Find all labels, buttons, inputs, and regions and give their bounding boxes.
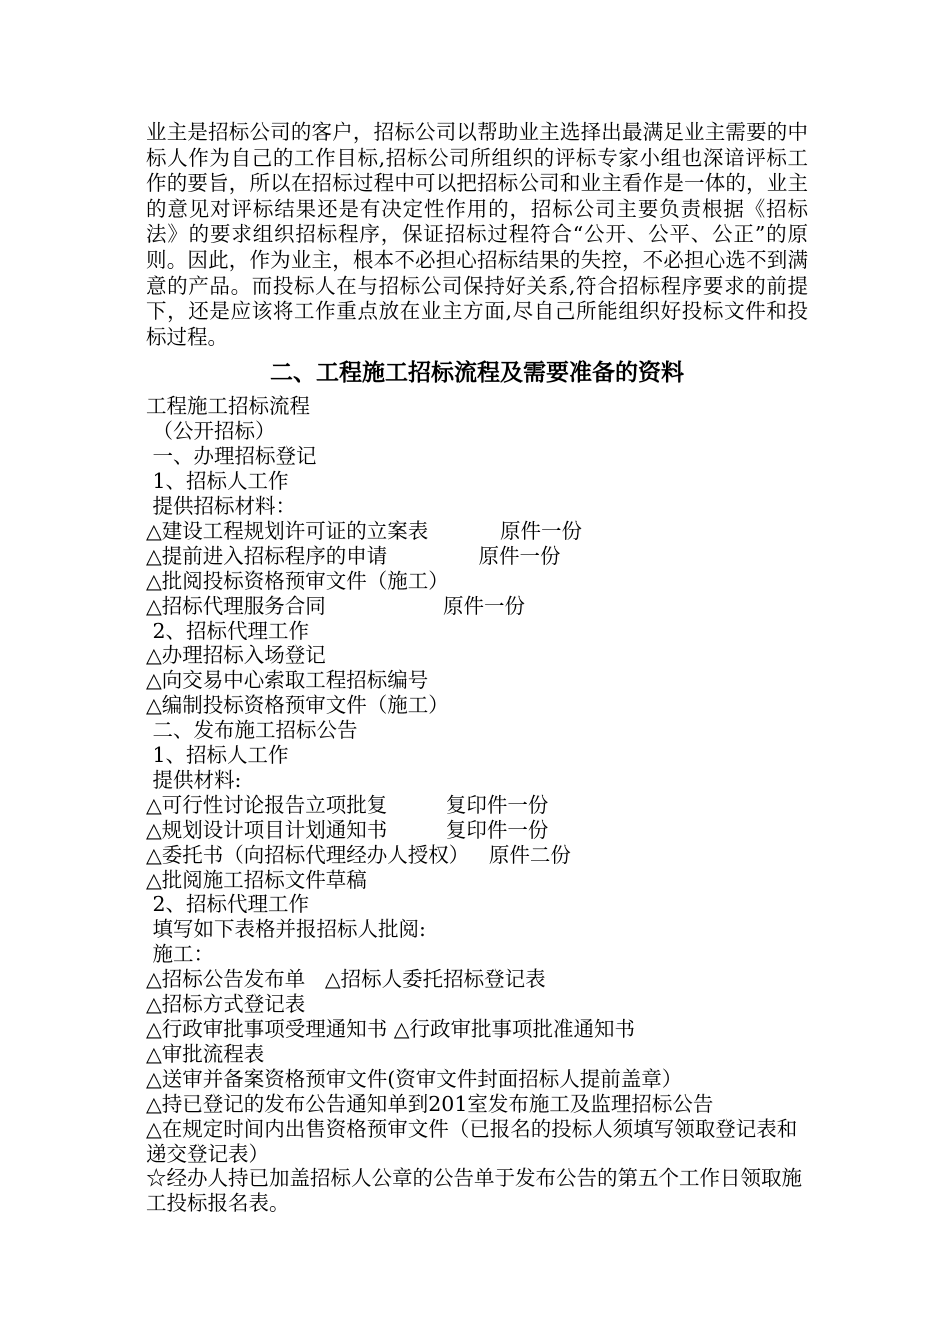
- list-line: 填写如下表格并报招标人批阅:: [146, 917, 426, 942]
- list-line: 1、招标人工作: [146, 469, 289, 494]
- list-line: △向交易中心索取工程招标编号: [146, 668, 429, 693]
- list-line: △在规定时间内出售资格预审文件（已报名的投标人须填写领取登记表和递交登记表）: [146, 1116, 798, 1166]
- list-line: △招标公告发布单 △招标人委托招标登记表: [146, 967, 546, 992]
- list-line: △招标方式登记表: [146, 992, 306, 1017]
- list-line: 施工：: [146, 942, 215, 967]
- list-line: △办理招标入场登记: [146, 643, 326, 668]
- list-line: 2、招标代理工作: [146, 892, 310, 917]
- list-line: △规划设计项目计划通知书 复印件一份: [146, 817, 549, 842]
- list-line: 工程施工招标流程: [146, 394, 310, 419]
- process-list: [146, 394, 808, 1216]
- list-line: △编制投标资格预审文件（施工）: [146, 693, 449, 718]
- list-line: 一、办理招标登记: [146, 444, 317, 469]
- list-line: △可行性讨论报告立项批复 复印件一份: [146, 792, 549, 817]
- list-line: △招标代理服务合同 原件一份: [146, 593, 526, 618]
- list-line: 二、发布施工招标公告: [146, 718, 358, 743]
- list-line: 提供招标材料：: [146, 493, 297, 518]
- list-line: ☆经办人持已加盖招标人公章的公告单于发布公告的第五个工作日领取施工投标报名表。: [146, 1166, 802, 1216]
- list-line: △审批流程表: [146, 1041, 265, 1066]
- list-line: △行政审批事项受理通知书 △行政审批事项批准通知书: [146, 1017, 636, 1041]
- list-line: △持已登记的发布公告通知单到201室发布施工及监理招标公告: [146, 1091, 714, 1116]
- document-page: [146, 120, 808, 1216]
- list-line: △委托书（向招标代理经办人授权） 原件二份: [146, 842, 571, 867]
- intro-paragraph: 业主是招标公司的客户，招标公司以帮助业主选择出最满足业主需要的中标人作为自己的工作目标,招标公司所组织的评标专家小组也深谙评标工作的要旨，所以在招标过程中可以把招标公司和业主看作是一体的，业主的意见对评标结果还是有决定性作用的，招标公司主要负责根据《招标法》的要求组织招标程序，保证招标过程符合“公开、公平、公正”的原则。因此，作为业主，根本不必担心招标结果的失控，不必担心选不到满意的产品。而投标人在与招标公司保持好关系,符合招标程序要求的前提下，还是应该将工作重点放在业主方面,尽自己所能组织好投标文件和投标过程。: [146, 120, 808, 349]
- list-line: △送审并备案资格预审文件(资审文件封面招标人提前盖章）: [146, 1066, 683, 1091]
- section-heading: 二、工程施工招标流程及需要准备的资料: [270, 360, 684, 387]
- list-line: △批阅施工招标文件草稿: [146, 867, 367, 892]
- list-line: （公开招标）: [146, 419, 276, 444]
- list-line: 1、招标人工作: [146, 743, 289, 768]
- list-line: △批阅投标资格预审文件（施工）: [146, 568, 449, 593]
- list-line: 2、招标代理工作: [146, 618, 310, 643]
- list-line: △建设工程规划许可证的立案表 原件一份: [146, 518, 582, 543]
- list-line: △提前进入招标程序的申请 原件一份: [146, 543, 561, 568]
- list-line: 提供材料:: [146, 767, 242, 792]
